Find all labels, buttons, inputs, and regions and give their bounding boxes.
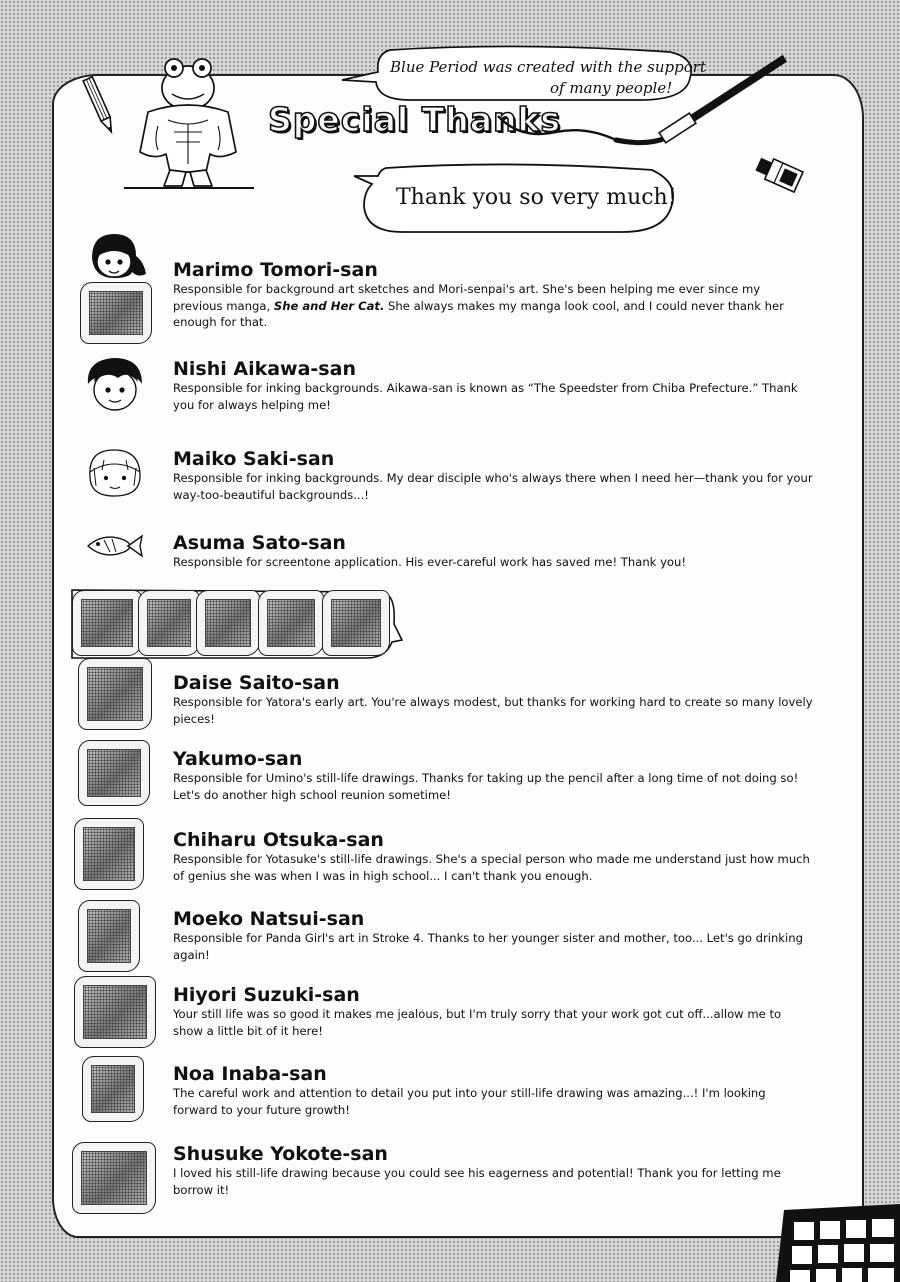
credit-desc: Responsible for inking backgrounds. Aikawa-san is known as “The Speedster from Chiba Prefecture.” Thank you for always helping me! <box>173 381 798 412</box>
art-thumbnail <box>80 282 152 344</box>
credit-entry <box>173 1143 813 1198</box>
art-thumbnail <box>78 900 140 972</box>
paintbrush-icon <box>496 36 798 166</box>
bubble-italic: Blue Period <box>390 58 479 76</box>
credit-name: Hiyori Suzuki-san <box>173 984 360 1006</box>
fish-icon <box>84 530 146 562</box>
credit-name: Marimo Tomori-san <box>173 259 378 281</box>
credit-entry <box>173 984 813 1039</box>
credit-desc: I loved his still-life drawing because you could see his eagerness and potential! Thank you for letting me borrow it! <box>173 1166 781 1197</box>
art-thumbnail <box>322 590 390 656</box>
credit-entry <box>173 1063 813 1118</box>
art-thumbnail <box>82 1056 144 1122</box>
art-thumbnail <box>78 740 150 806</box>
art-thumbnail <box>74 976 156 1048</box>
bubble-line2: of many people! <box>550 79 673 97</box>
bubble-line1: was created with the support <box>478 58 706 76</box>
credit-desc: Responsible for Panda Girl's art in Stroke 4. Thanks to her younger sister and mother, too... Let's go drinking again! <box>173 931 803 962</box>
credit-entry <box>173 672 813 727</box>
boy-face-icon <box>84 356 146 414</box>
credit-entry <box>173 748 813 803</box>
credit-desc: Responsible for background art sketches and Mori-senpai's art. She's been helping me ever since my previous manga, She and Her Cat. She always makes my manga look cool, and I could never thank her enough for that. <box>173 282 784 329</box>
credit-name: Chiharu Otsuka-san <box>173 829 384 851</box>
art-thumbnail <box>72 590 142 656</box>
credit-name: Maiko Saki-san <box>173 448 335 470</box>
credit-entry <box>173 358 813 413</box>
art-thumbnail <box>72 1142 156 1214</box>
credit-entry <box>173 448 813 503</box>
credit-desc: Responsible for Yatora's early art. You're always modest, but thanks for working hard to create so many lovely pieces! <box>173 695 813 726</box>
girl-sketch-face-icon <box>84 446 146 500</box>
main-bubble-text: Thank you so very much! <box>396 185 677 210</box>
page-title: Special Thanks <box>268 100 562 139</box>
credit-desc: Responsible for screentone application. His ever-careful work has saved me! Thank you! <box>173 555 687 569</box>
credit-name: Moeko Natsui-san <box>173 908 365 930</box>
art-thumbnail <box>258 590 324 656</box>
credit-desc: Your still life was so good it makes me jealous, but I'm truly sorry that your work got cut off...allow me to show a little bit of it here! <box>173 1007 782 1038</box>
paint-tube-icon <box>752 154 804 194</box>
credit-entry <box>173 259 813 331</box>
credit-desc: The careful work and attention to detail you put into your still-life drawing was amazing...! I'm looking forward to your future growth! <box>173 1086 766 1117</box>
credit-name: Yakumo-san <box>173 748 303 770</box>
art-thumbnail <box>196 590 260 656</box>
credit-name: Nishi Aikawa-san <box>173 358 356 380</box>
art-thumbnail <box>138 590 200 656</box>
credit-desc: Responsible for Umino's still-life drawings. Thanks for taking up the pencil after a long time of not doing so! Let's do another high school reunion sometime! <box>173 771 799 802</box>
credit-name: Daise Saito-san <box>173 672 340 694</box>
art-thumbnail <box>78 658 152 730</box>
credit-entry <box>173 908 813 963</box>
credit-desc: Responsible for Yotasuke's still-life drawings. She's a special person who made me understand just how much of genius she was when I was in high school... I can't thank you enough. <box>173 852 810 883</box>
credit-name: Asuma Sato-san <box>173 532 346 554</box>
art-thumbnail <box>74 818 144 890</box>
credit-desc: Responsible for inking backgrounds. My dear disciple who's always there when I need her—thank you for your way-too-beautiful backgrounds...! <box>173 471 813 502</box>
frog-mascot-icon <box>124 54 256 194</box>
pencil-icon <box>80 72 120 136</box>
grid-panel-icon <box>776 1204 900 1282</box>
credit-entry <box>173 532 813 571</box>
credit-entry <box>173 829 813 884</box>
credit-name: Noa Inaba-san <box>173 1063 327 1085</box>
credit-name: Shusuke Yokote-san <box>173 1143 388 1165</box>
girl-face-icon <box>84 232 154 280</box>
